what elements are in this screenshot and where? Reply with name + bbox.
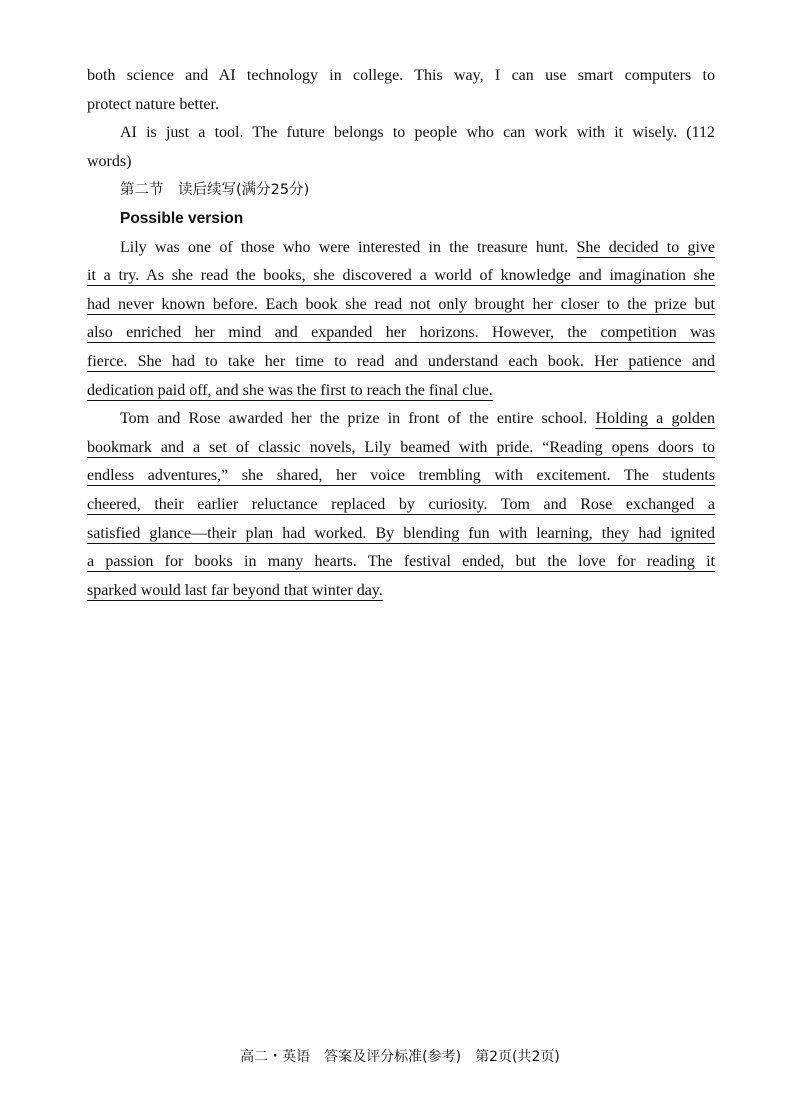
page-footer: 高二・英语 答案及评分标准(参考) 第2页(共2页) xyxy=(240,1049,560,1065)
plain-text: Tom and Rose awarded her the prize in front of the entire school. xyxy=(120,410,596,428)
underlined-line: sparked would last far beyond that winter day. xyxy=(87,581,383,599)
underlined-line: dedication paid off, and she was the first to reach the final clue. xyxy=(87,381,493,399)
underlined-line: it a try. As she read the books, she discovered a world of knowledge and imagination she xyxy=(87,267,715,285)
underlined-line: cheered, their earlier reluctance replaced by curiosity. Tom and Rose exchanged a xyxy=(87,495,715,513)
underlined-text: She decided to give xyxy=(576,238,715,256)
underlined-line: also enriched her mind and expanded her horizons. However, the competition was xyxy=(87,324,715,342)
text-line: AI is just a tool. The future belongs to people who can work with it wisely. (112 xyxy=(120,124,715,142)
text-line: words) xyxy=(87,152,132,170)
text-line: protect nature better. xyxy=(87,95,219,113)
underlined-line: bookmark and a set of classic novels, Lily beamed with pride. “Reading opens doors to xyxy=(87,438,715,456)
plain-text: Lily was one of those who were interested in the treasure hunt. xyxy=(120,238,577,256)
paragraph-2 xyxy=(87,405,715,605)
text-line xyxy=(87,405,715,434)
closing-paragraph xyxy=(87,119,715,176)
underlined-line: fierce. She had to take her time to read and understand each book. Her patience and xyxy=(87,352,715,370)
document-body xyxy=(87,62,715,605)
underlined-line: had never known before. Each book she read not only brought her closer to the prize but xyxy=(87,295,715,313)
version-heading: Possible version xyxy=(120,209,244,227)
top-paragraph xyxy=(87,62,715,119)
underlined-text: Holding a golden xyxy=(595,410,716,428)
underlined-line: a passion for books in many hearts. The festival ended, but the love for reading it xyxy=(87,553,715,571)
paragraph-1 xyxy=(87,234,715,406)
underlined-line: satisfied glance—their plan had worked. By blending fun with learning, they had ignited xyxy=(87,524,715,542)
text-line: both science and AI technology in college. This way, I can use smart computers to xyxy=(87,67,715,84)
underlined-line: endless adventures,” she shared, her voice trembling with excitement. The students xyxy=(87,467,715,485)
section-title: 第二节 读后续写(满分25分) xyxy=(120,182,310,199)
text-line xyxy=(87,234,715,263)
